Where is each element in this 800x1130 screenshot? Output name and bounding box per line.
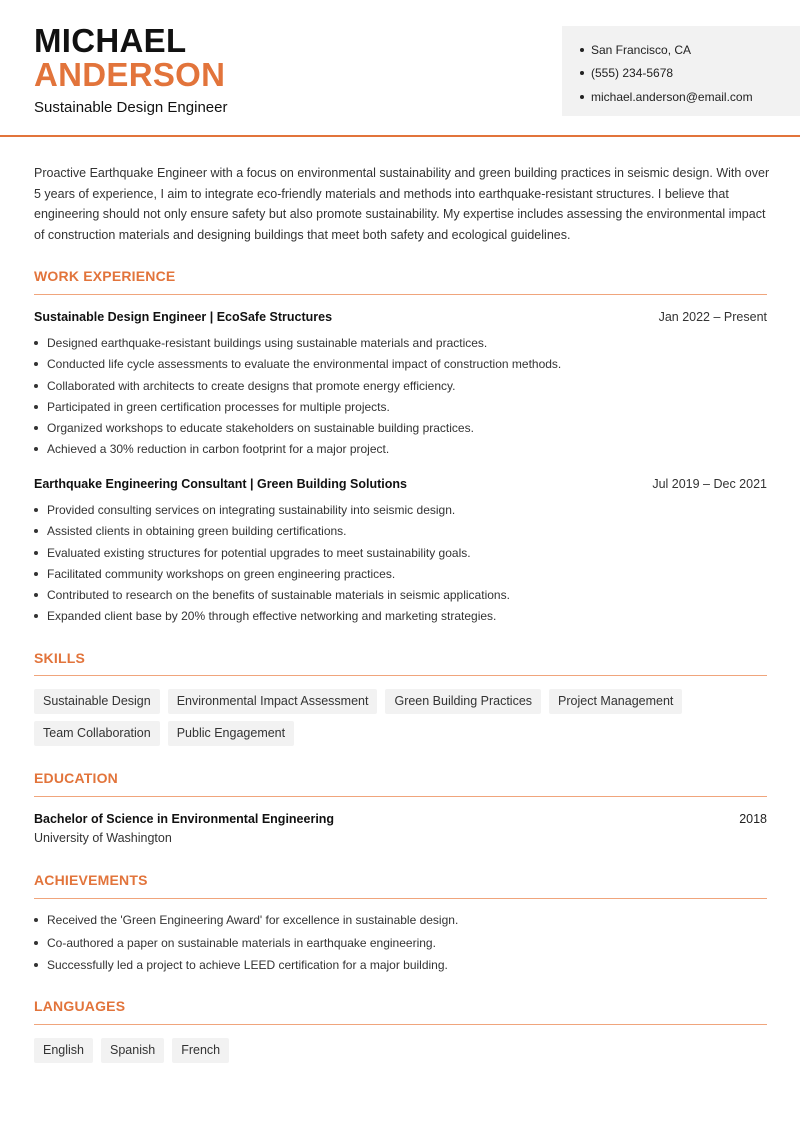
job-role: Sustainable Design Engineer | EcoSafe Structures [34, 310, 333, 324]
language-tag: French [172, 1038, 229, 1063]
job-dates: Jan 2022 – Present [658, 310, 767, 324]
skill-tag: Sustainable Design [34, 689, 160, 714]
job-header [34, 310, 767, 324]
bullet-icon [34, 593, 38, 597]
skill-tag: Project Management [549, 689, 682, 714]
contact-phone: (555) 234-5678 [580, 62, 800, 86]
list-item: Successfully led a project to achieve LEED certification for a major building. [34, 956, 767, 979]
section-title-languages: LANGUAGES [34, 998, 126, 1014]
contact-email[interactable]: michael.anderson@email.com [580, 85, 800, 109]
bullet-icon [34, 362, 38, 366]
job-role: Earthquake Engineering Consultant | Green Building Solutions [34, 477, 407, 491]
bullet-icon [34, 341, 38, 345]
job-bullets [34, 501, 767, 629]
graduation-year: 2018 [739, 812, 767, 826]
language-tag: English [34, 1038, 93, 1063]
list-item: Assisted clients in obtaining green building certifications. [34, 522, 767, 543]
job-dates: Jul 2019 – Dec 2021 [652, 477, 767, 491]
summary-text: Proactive Earthquake Engineer with a focus on environmental sustainability and green building practices in seismic design. With over 5 years of experience, I aim to integrate eco-friendly materials and methods into earthquake-resistant structures. I believe that engineering should not only ensure safety but also promote sustainability. My expertise includes assessing the environmental impact of construction materials and designing buildings that meet both safety and ecological guidelines. [34, 166, 770, 243]
skill-tag: Environmental Impact Assessment [168, 689, 378, 714]
bullet-icon [34, 551, 38, 555]
bullet-icon [34, 508, 38, 512]
list-item: Co-authored a paper on sustainable materials in earthquake engineering. [34, 934, 767, 957]
bullet-icon [34, 963, 38, 967]
job-bullets [34, 334, 767, 462]
contact-location: San Francisco, CA [580, 38, 800, 62]
bullet-icon [34, 614, 38, 618]
bullet-icon [34, 918, 38, 922]
section-divider [34, 675, 767, 676]
list-item: Organized workshops to educate stakeholders on sustainable building practices. [34, 419, 767, 440]
list-item: Achieved a 30% reduction in carbon footprint for a major project. [34, 440, 767, 461]
list-item: Provided consulting services on integrating sustainability into seismic design. [34, 501, 767, 522]
section-divider [34, 796, 767, 797]
list-item: Collaborated with architects to create designs that promote energy efficiency. [34, 377, 767, 398]
bullet-icon [34, 572, 38, 576]
language-tag: Spanish [101, 1038, 164, 1063]
bullet-icon [580, 48, 584, 52]
education-header [34, 812, 767, 826]
languages-list [34, 1038, 774, 1070]
skills-list [34, 689, 774, 753]
job-title: Sustainable Design Engineer [34, 99, 228, 116]
list-item: Evaluated existing structures for potential upgrades to meet sustainability goals. [34, 544, 767, 565]
bullet-icon [34, 529, 38, 533]
last-name: ANDERSON [34, 56, 226, 93]
list-item: Expanded client base by 20% through effective networking and marketing strategies. [34, 607, 767, 628]
degree: Bachelor of Science in Environmental Engineering [34, 812, 335, 826]
section-divider [34, 1024, 767, 1025]
bullet-icon [580, 95, 584, 99]
bullet-icon [34, 447, 38, 451]
resume-header [0, 0, 800, 137]
list-item: Conducted life cycle assessments to evaluate the environmental impact of construction methods. [34, 355, 767, 376]
list-item: Participated in green certification processes for multiple projects. [34, 398, 767, 419]
list-item: Received the 'Green Engineering Award' for excellence in sustainable design. [34, 911, 767, 934]
contact-box [562, 26, 800, 116]
section-divider [34, 898, 767, 899]
section-title-work: WORK EXPERIENCE [34, 268, 176, 284]
first-name: MICHAEL [34, 22, 187, 59]
skill-tag: Public Engagement [168, 721, 294, 746]
skill-tag: Team Collaboration [34, 721, 160, 746]
list-item: Facilitated community workshops on green engineering practices. [34, 565, 767, 586]
section-divider [34, 294, 767, 295]
bullet-icon [34, 384, 38, 388]
section-title-achievements: ACHIEVEMENTS [34, 872, 148, 888]
achievements-list [34, 911, 767, 979]
bullet-icon [34, 405, 38, 409]
list-item: Contributed to research on the benefits of sustainable materials in seismic applications. [34, 586, 767, 607]
bullet-icon [34, 426, 38, 430]
skill-tag: Green Building Practices [385, 689, 541, 714]
job-header [34, 477, 767, 491]
bullet-icon [580, 71, 584, 75]
section-title-education: EDUCATION [34, 770, 118, 786]
school-name: University of Washington [34, 831, 172, 845]
bullet-icon [34, 941, 38, 945]
list-item: Designed earthquake-resistant buildings using sustainable materials and practices. [34, 334, 767, 355]
section-title-skills: SKILLS [34, 650, 85, 666]
